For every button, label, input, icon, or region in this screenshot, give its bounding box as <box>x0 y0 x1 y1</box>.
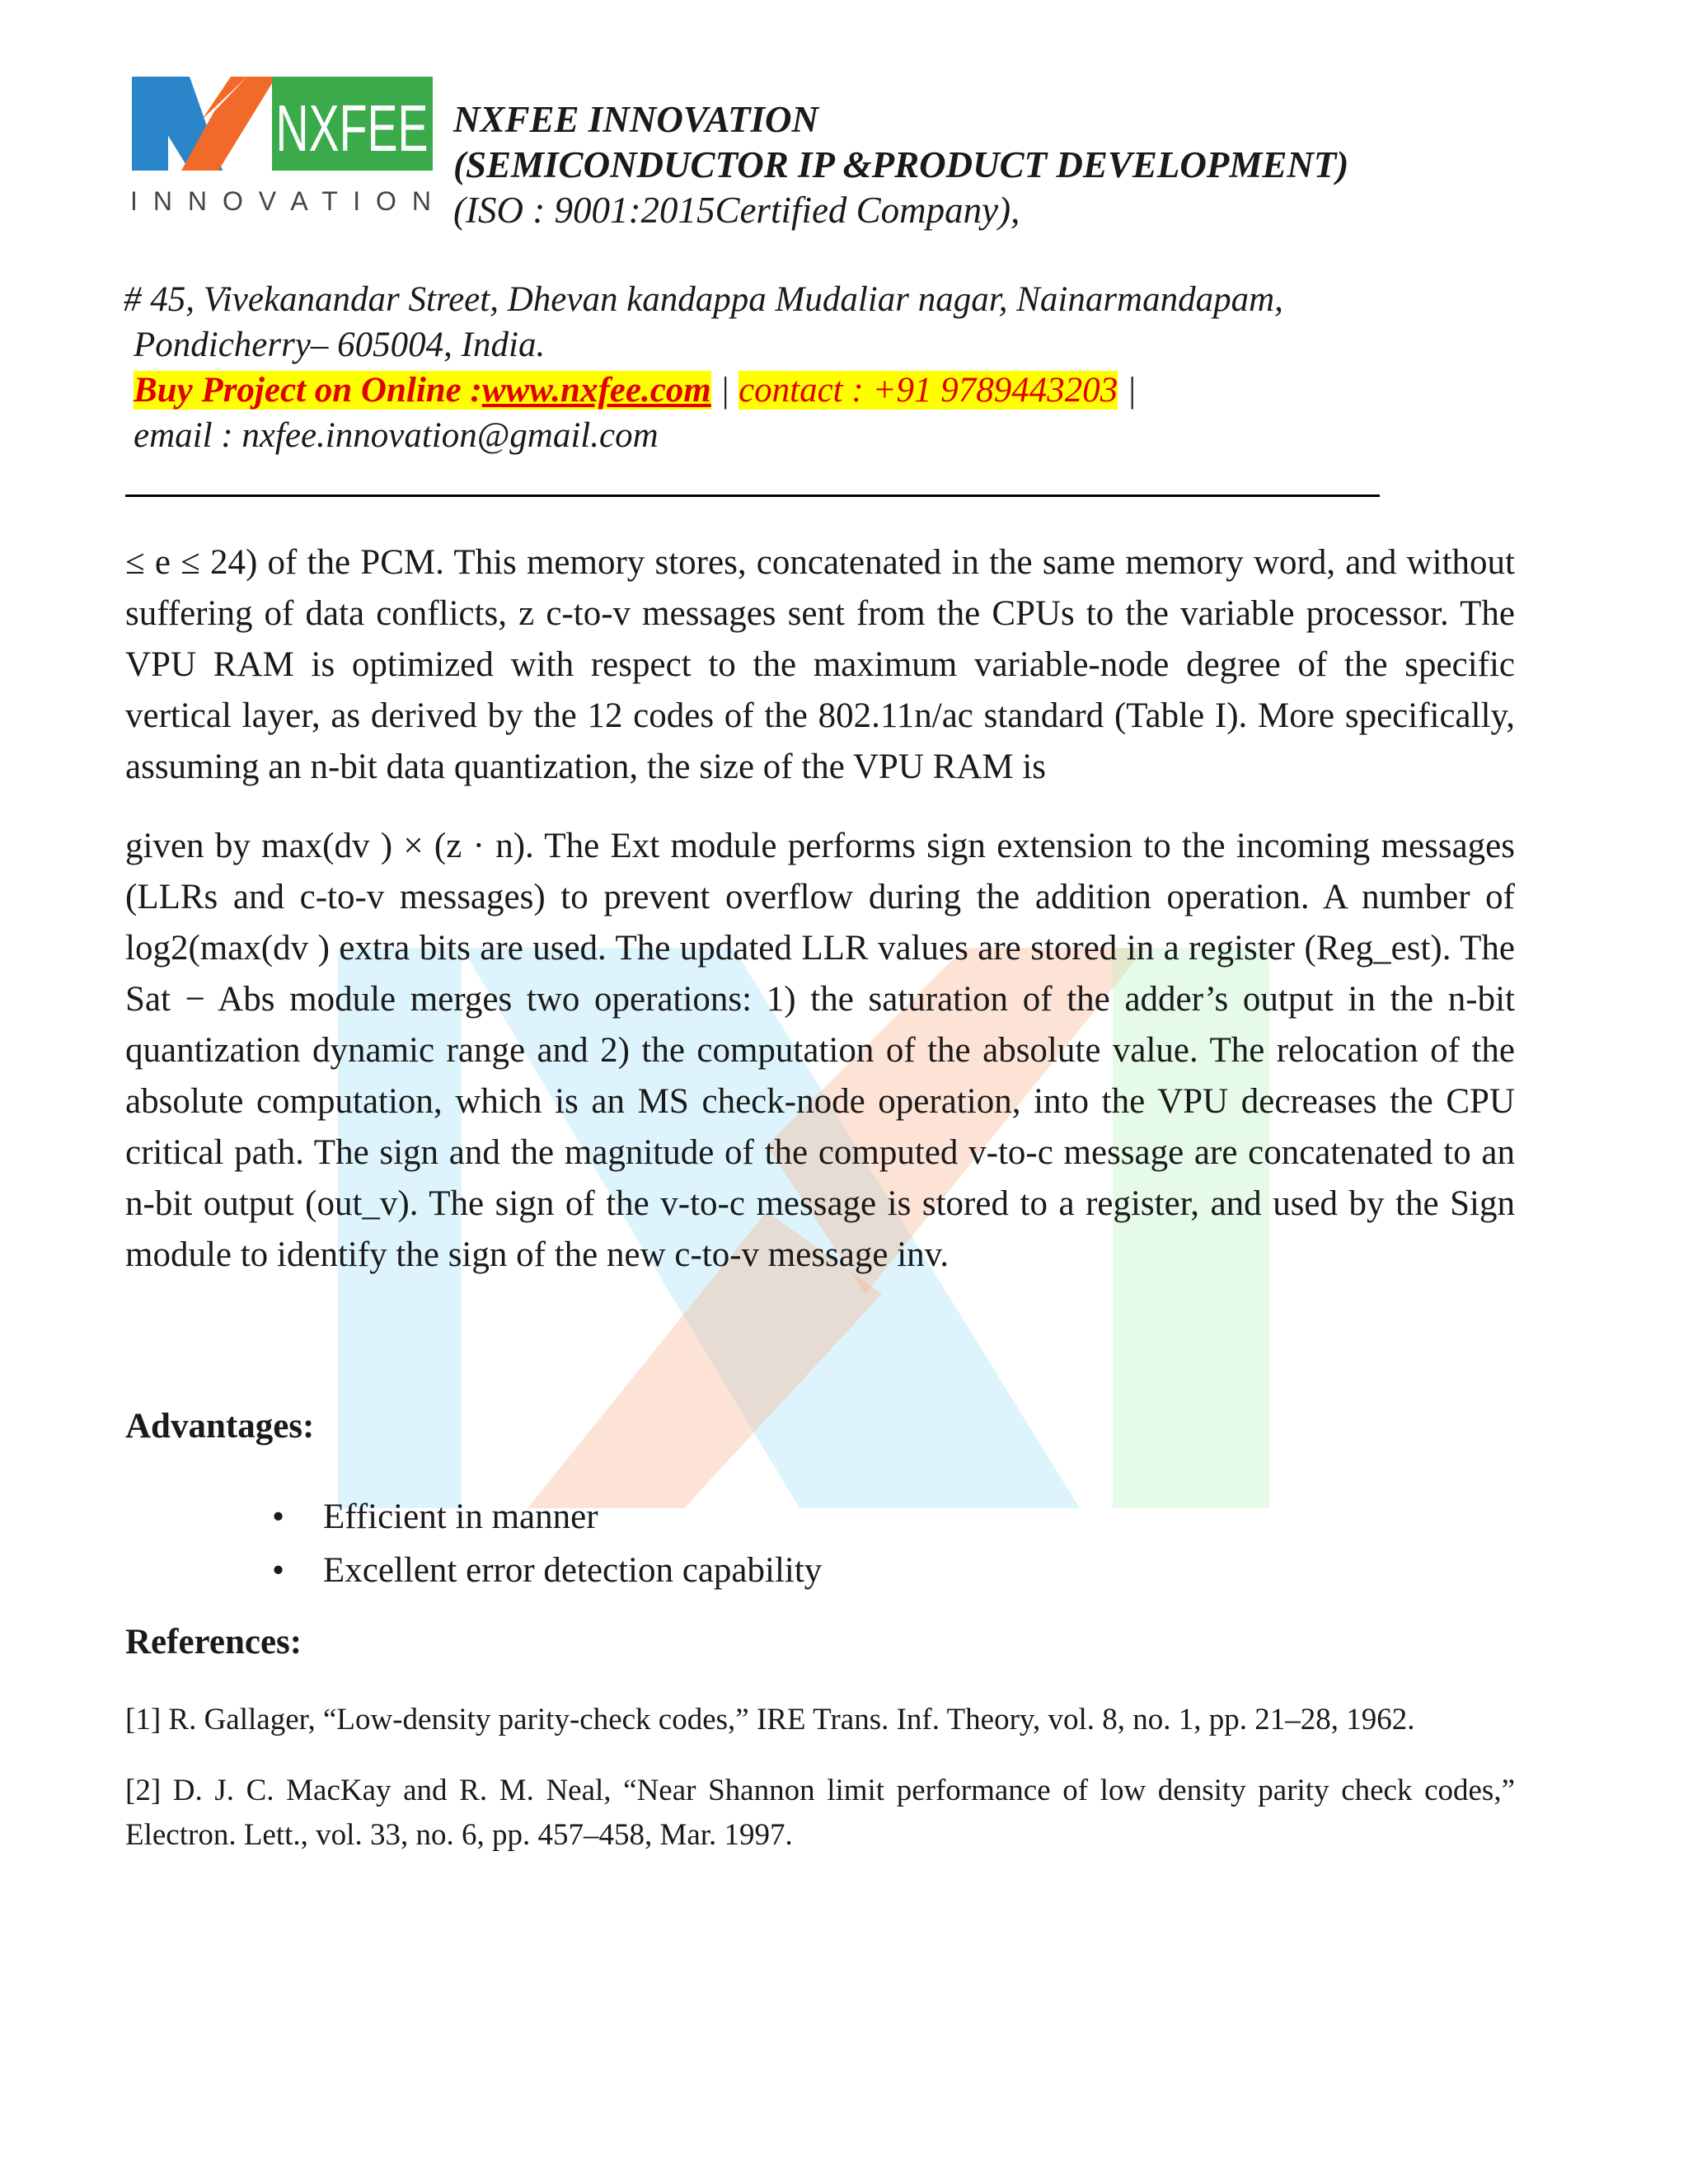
address-block <box>124 277 1283 458</box>
separator: | <box>710 371 739 410</box>
advantages-list <box>272 1490 822 1597</box>
company-name: NXFEE INNOVATION <box>453 99 819 140</box>
list-item-text: Excellent error detection capability <box>323 1551 823 1590</box>
trailing-separator: | <box>1118 371 1137 410</box>
list-item <box>272 1544 822 1597</box>
buy-project-label: Buy Project on Online : <box>134 371 482 410</box>
company-tagline: (SEMICONDUCTOR IP &PRODUCT DEVELOPMENT) <box>453 144 1349 185</box>
logo-wordmark: NXFEE <box>275 91 429 165</box>
nxfee-logo <box>124 70 437 218</box>
advantages-heading: Advantages: <box>125 1407 315 1446</box>
address-line-1: # 45, Vivekanandar Street, Dhevan kandappa Mudaliar nagar, Nainarmandapam, <box>124 280 1283 319</box>
bullet-icon: • <box>272 1497 285 1536</box>
company-certification: (ISO : 9001:2015Certified Company), <box>453 190 1020 231</box>
references-list <box>125 1698 1515 1858</box>
contact-line <box>124 368 1283 413</box>
contact-phone: contact : +91 9789443203 <box>738 371 1118 410</box>
logo-subtext: I N N O V A T I O N <box>130 186 431 216</box>
references-heading: References: <box>125 1623 302 1661</box>
address-line-2: Pondicherry– 605004, India. <box>134 326 546 364</box>
header-divider <box>125 494 1380 497</box>
website-link[interactable]: www.nxfee.com <box>481 371 711 410</box>
paragraph: given by max(dv ) × (z · n). The Ext module performs sign extension to the incoming messages (LLRs and c-to-v messages) to prevent overflow during the addition operation. A number of log2(max(dv ) extra bits are used. The updated LLR values are stored in a register (Reg_est). The Sat − Abs module merges two operations: 1) the saturation of the adder’s output in the n-bit quantization dynamic range and 2) the computation of the absolute value. The relocation of the absolute computation, which is an MS check-node operation, into the VPU decreases the CPU critical path. The sign and the magnitude of the computed v-to-c message are concatenated to an n-bit output (out_v). The sign of the v-to-c message is stored to a register, and used by the Sign module to identify the sign of the new c-to-v message inv. <box>125 827 1515 1274</box>
list-item <box>272 1490 822 1544</box>
list-item-text: Efficient in manner <box>323 1497 598 1536</box>
company-info <box>453 97 1348 233</box>
body-text <box>125 537 1515 1281</box>
paragraph: ≤ e ≤ 24) of the PCM. This memory stores, concatenated in the same memory word, and without suffering of data conflicts, z c-to-v messages sent from the CPUs to the variable processor. The VPU RAM is optimized with respect to the maximum variable-node degree of the specific vertical layer, as derived by the 12 codes of the 802.11n/ac standard (Table I). More specifically, assuming an n-bit data quantization, the size of the VPU RAM is <box>125 543 1515 786</box>
reference-item: [1] R. Gallager, “Low-density parity-check codes,” IRE Trans. Inf. Theory, vol. 8, no. 1, pp. 21–28, 1962. <box>125 1703 1415 1736</box>
reference-item: [2] D. J. C. MacKay and R. M. Neal, “Near Shannon limit performance of low density parity check codes,” Electron. Lett., vol. 33, no. 6, pp. 457–458, Mar. 1997. <box>125 1774 1515 1852</box>
email-line: email : nxfee.innovation@gmail.com <box>134 416 659 455</box>
bullet-icon: • <box>272 1551 285 1590</box>
